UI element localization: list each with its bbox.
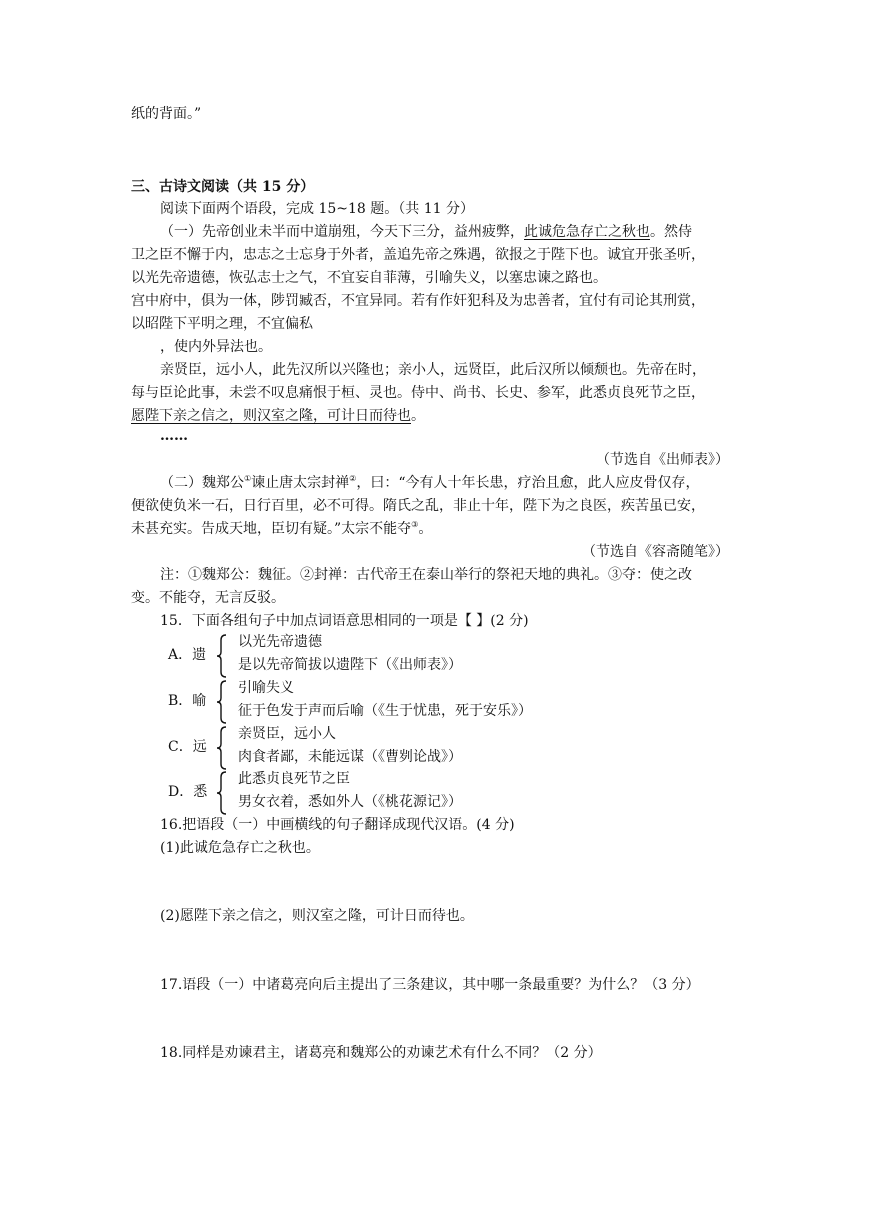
q18-text: 18.同样是劝谏君主，诸葛亮和魏郑公的劝谏艺术有什么不同？（2 分） xyxy=(160,1045,602,1061)
option-b-line1: 引喻失义 xyxy=(238,680,294,696)
notes-line: 变。不能夺，无言反驳。 xyxy=(131,590,285,606)
option-d-line1: 此悉贞良死节之臣 xyxy=(238,771,350,787)
passage2-text: （二）魏郑公 xyxy=(160,475,244,491)
passage1-line xyxy=(160,222,692,242)
q15-stem: 15．下面各组句子中加点词语意思相同的一项是【 】(2 分) xyxy=(160,613,529,629)
passage1-line: 亲贤臣，远小人，此先汉所以兴隆也；亲小人，远贤臣，此后汉所以倾颓也。先帝在时， xyxy=(160,362,706,378)
passage2-source: （节选自《容斋随笔》） xyxy=(582,544,729,560)
option-a-label: A．遗 xyxy=(168,647,207,663)
passage1-line: 以昭陛下平明之理，不宜偏私 xyxy=(131,316,313,332)
passage1-text: （一）先帝创业未半而中道崩殂，今天下三分，益州疲弊， xyxy=(160,224,524,240)
footnote-marker: ① xyxy=(244,474,252,483)
passage2-text: 。 xyxy=(418,521,433,537)
section-title: 三、古诗文阅读（共 15 分） xyxy=(131,179,315,195)
q16-stem: 16.把语段（一）中画横线的句子翻译成现代汉语。(4 分) xyxy=(160,817,515,833)
option-b-line2: 征于色发于声而后喻（《生于忧患，死于安乐》） xyxy=(238,703,532,719)
passage1-line: 每与臣论此事，未尝不叹息痛恨于桓、灵也。侍中、尚书、长史、参军，此悉贞良死节之臣， xyxy=(131,385,705,401)
passage1-text: 。然侍 xyxy=(650,224,692,240)
instruction-text: 阅读下面两个语段，完成 15~18 题。（共 11 分） xyxy=(160,201,474,217)
passage2-line xyxy=(160,473,700,493)
passage2-text: 未甚充实。告成天地，臣切有疑。”太宗不能夺 xyxy=(131,521,412,537)
brace-icon xyxy=(216,634,228,678)
passage1-line xyxy=(131,406,425,426)
passage2-text: 谏止唐太宗封禅 xyxy=(251,475,350,491)
passage1-text: 。 xyxy=(411,408,425,424)
passage1-line: 以光先帝遗德，恢弘志士之气，不宜妄自菲薄，引喻失义，以塞忠谏之路也。 xyxy=(131,270,607,286)
q17-text: 17.语段（一）中诸葛亮向后主提出了三条建议，其中哪一条最重要？为什么？（3 分） xyxy=(160,977,700,993)
brace-icon xyxy=(216,680,228,724)
option-c-label: C．远 xyxy=(168,739,207,755)
passage2-text: ，曰：“今有人十年长患，疗治且愈，此人应皮骨仅存， xyxy=(356,475,700,491)
footnote-marker: ③ xyxy=(411,520,419,529)
q16-item-1: (1)此诚危急存亡之秋也。 xyxy=(160,840,320,856)
passage1-line: 卫之臣不懈于内，忠志之士忘身于外者，盖追先帝之殊遇，欲报之于陛下也。诚宜开张圣听， xyxy=(131,247,705,263)
option-d-line2: 男女衣着，悉如外人（《桃花源记》） xyxy=(238,794,462,810)
brace-icon xyxy=(216,771,228,815)
option-a-line1: 以光先帝遗德 xyxy=(238,634,322,650)
option-b-label: B．喻 xyxy=(168,693,207,709)
passage1-source: （节选自《出师表》） xyxy=(596,452,729,468)
option-c-line1: 亲贤臣，远小人 xyxy=(238,726,336,742)
q16-item-2: (2)愿陛下亲之信之，则汉室之隆，可计日而待也。 xyxy=(160,908,474,924)
option-a-line2: 是以先帝简拔以遗陛下（《出师表》） xyxy=(238,657,462,673)
passage1-line: 宫中府中，俱为一体，陟罚臧否，不宜异同。若有作奸犯科及为忠善者，宜付有司论其刑赏， xyxy=(131,293,705,309)
passage1-line: ，使内外异法也。 xyxy=(160,339,272,355)
underlined-sentence-2: 愿陛下亲之信之，则汉室之隆，可计日而待也 xyxy=(131,408,411,424)
passage2-line xyxy=(131,519,432,539)
footnote-marker: ② xyxy=(349,474,357,483)
brace-icon xyxy=(216,726,228,770)
intro-tail-text: 纸的背面。” xyxy=(131,106,202,122)
underlined-sentence-1: 此诚危急存亡之秋也 xyxy=(524,224,650,240)
option-d-label: D．悉 xyxy=(168,784,208,800)
option-c-line2: 肉食者鄙，未能远谋（《曹刿论战》） xyxy=(238,749,462,765)
passage2-line: 便欲使负米一石，日行百里，必不可得。隋氏之乱，非止十年，陛下为之良医，疾苦虽已安， xyxy=(131,498,705,514)
ellipsis: …… xyxy=(160,428,188,444)
notes-line: 注：①魏郑公：魏征。②封禅：古代帝王在泰山举行的祭祀天地的典礼。③夺：使之改 xyxy=(160,567,692,583)
